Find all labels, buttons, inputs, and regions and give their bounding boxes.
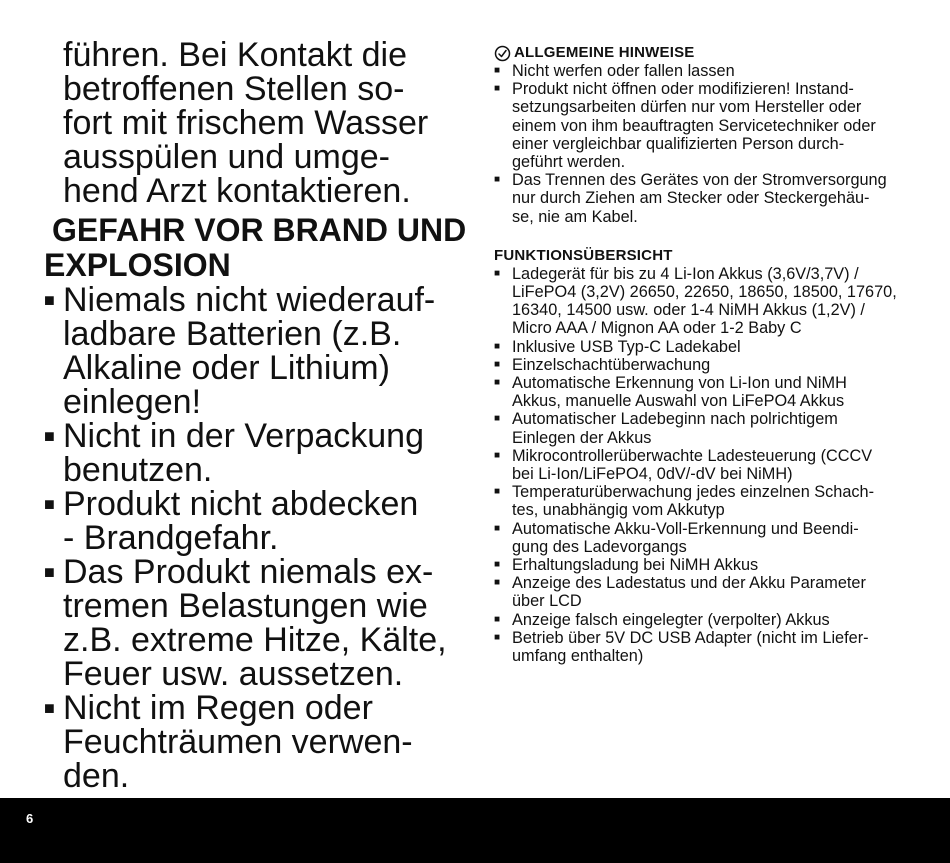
- fire-warning-item-line: Feuchträumen verwen-: [63, 723, 413, 761]
- square-bullet-icon: ■: [44, 562, 55, 582]
- fire-warning-item: [44, 419, 464, 487]
- page-footer: [0, 798, 950, 863]
- square-bullet-icon: ■: [494, 413, 501, 425]
- general-notes-item: [494, 80, 914, 171]
- square-bullet-icon: ■: [494, 358, 501, 370]
- feature-item-line: umfang enthalten): [512, 647, 644, 666]
- feature-item-line: Anzeige falsch eingelegter (verpolter) Akkus: [512, 610, 830, 629]
- general-notes-item-line: setzungsarbeiten dürfen nur vom Hersteller oder: [512, 98, 862, 117]
- feature-item-line: bei Li-Ion/LiFePO4, 0dV/-dV bei NiMH): [512, 465, 793, 484]
- feature-item-line: Erhaltungsladung bei NiMH Akkus: [512, 556, 759, 575]
- feature-item-line: Automatische Erkennung von Li-Ion und NiMH: [512, 374, 847, 393]
- feature-item-line: tes, unabhängig vom Akkutyp: [512, 501, 725, 520]
- page-number: 6: [26, 811, 34, 826]
- square-bullet-icon: ■: [494, 83, 501, 95]
- feature-item-line: Automatische Akku-Voll-Erkennung und Beendi-: [512, 519, 859, 538]
- features-title: FUNKTIONSÜBERSICHT: [494, 246, 673, 264]
- fire-warning-item-line: z.B. extreme Hitze, Kälte,: [63, 621, 447, 659]
- feature-item: [494, 629, 914, 665]
- square-bullet-icon: ■: [494, 522, 501, 534]
- feature-item: [494, 356, 914, 374]
- fire-warning-item-line: den.: [63, 757, 130, 795]
- feature-item: [494, 265, 914, 338]
- square-bullet-icon: ■: [494, 65, 501, 76]
- square-bullet-icon: ■: [494, 340, 501, 352]
- square-bullet-icon: ■: [44, 426, 55, 446]
- fire-warning-title-line: GEFAHR VOR BRAND UND: [52, 212, 467, 248]
- fire-warning-item-line: Feuer usw. aussetzen.: [63, 655, 404, 693]
- feature-item: [494, 483, 914, 519]
- general-notes-item-line: Nicht werfen oder fallen lassen: [512, 62, 735, 80]
- feature-item-line: Betrieb über 5V DC USB Adapter (nicht im Liefer-: [512, 628, 869, 647]
- intro-line: führen. Bei Kontakt die: [63, 36, 408, 74]
- check-circle-icon: [494, 45, 511, 62]
- feature-item-line: Inklusive USB Typ-C Ladekabel: [512, 337, 741, 356]
- general-notes-heading: [494, 44, 914, 62]
- square-bullet-icon: ■: [44, 494, 55, 514]
- fire-warning-item: [44, 555, 464, 691]
- fire-warning-title-line: EXPLOSION: [44, 247, 231, 283]
- general-notes-item: [494, 171, 914, 226]
- feature-item-line: Einzelschachtüberwachung: [512, 355, 711, 374]
- square-bullet-icon: ■: [494, 174, 501, 186]
- general-notes-item-line: se, nie am Kabel.: [512, 207, 638, 226]
- square-bullet-icon: ■: [494, 449, 501, 461]
- general-notes-item-line: einer vergleichbar qualifizierten Person durch-: [512, 134, 845, 153]
- feature-item-line: Akkus, manuelle Auswahl von LiFePO4 Akkus: [512, 392, 845, 411]
- feature-item-line: 16340, 14500 usw. oder 1-4 NiMH Akkus (1,2V) /: [512, 301, 865, 320]
- feature-item: [494, 556, 914, 574]
- feature-item: [494, 520, 914, 556]
- intro-line: hend Arzt kontaktieren.: [63, 172, 411, 210]
- feature-item-line: LiFePO4 (3,2V) 26650, 22650, 18650, 18500, 17670,: [512, 283, 897, 302]
- general-notes-item-line: Produkt nicht öffnen oder modifizieren! Instand-: [512, 80, 854, 99]
- fire-warning-heading: [44, 212, 467, 283]
- general-notes-item-line: nur durch Ziehen am Stecker oder Steckergehäu-: [512, 189, 870, 208]
- fire-warning-item-line: Niemals nicht wiederauf-: [63, 281, 436, 319]
- feature-item-line: Anzeige des Ladestatus und der Akku Parameter: [512, 574, 866, 593]
- fire-warning-item: [44, 283, 464, 419]
- square-bullet-icon: ■: [44, 290, 55, 310]
- fire-warning-item: [44, 487, 464, 555]
- fire-warning-item-line: Nicht im Regen oder: [63, 689, 373, 727]
- feature-item-line: Ladegerät für bis zu 4 Li-Ion Akkus (3,6V/3,7V) /: [512, 264, 859, 283]
- feature-item-line: über LCD: [512, 592, 582, 611]
- feature-item: [494, 574, 914, 610]
- intro-line: ausspülen und umge-: [63, 138, 391, 176]
- feature-item: [494, 338, 914, 356]
- fire-warning-item-line: benutzen.: [63, 451, 213, 489]
- fire-warning-item-line: Alkaline oder Lithium): [63, 349, 390, 387]
- right-column: [494, 44, 914, 665]
- general-notes-item-line: geführt werden.: [512, 153, 626, 172]
- features-list: [494, 265, 914, 665]
- fire-warning-item-line: tremen Belastungen wie: [63, 587, 428, 625]
- square-bullet-icon: ■: [494, 267, 501, 279]
- general-notes-list: [494, 62, 914, 226]
- feature-item-line: gung des Ladevorgangs: [512, 537, 687, 556]
- general-notes-item: [494, 62, 914, 80]
- feature-item-line: Einlegen der Akkus: [512, 428, 652, 447]
- feature-item: [494, 611, 914, 629]
- fire-warning-item-line: Produkt nicht abdecken: [63, 485, 419, 523]
- square-bullet-icon: ■: [494, 486, 501, 498]
- feature-item: [494, 410, 914, 446]
- general-notes-item-line: einem von ihm beauftragten Servicetechniker oder: [512, 116, 876, 135]
- general-notes-title: ALLGEMEINE HINWEISE: [514, 44, 695, 61]
- fire-warning-item-line: Das Produkt niemals ex-: [63, 553, 434, 591]
- fire-warning-item: [44, 691, 464, 793]
- square-bullet-icon: ■: [494, 631, 501, 643]
- left-column: [44, 36, 467, 795]
- general-notes-item-line: Das Trennen des Gerätes von der Stromversorgung: [512, 171, 887, 190]
- feature-item: [494, 447, 914, 483]
- feature-item-line: Micro AAA / Mignon AA oder 1-2 Baby C: [512, 319, 802, 338]
- fire-warning-item-line: Nicht in der Verpackung: [63, 417, 424, 455]
- intro-paragraph: [44, 38, 464, 208]
- fire-warning-list: [44, 283, 464, 793]
- feature-item-line: Temperaturüberwachung jedes einzelnen Schach-: [512, 483, 875, 502]
- fire-warning-item-line: einlegen!: [63, 383, 202, 421]
- square-bullet-icon: ■: [494, 377, 501, 389]
- intro-line: betroffenen Stellen so-: [63, 70, 405, 108]
- feature-item: [494, 374, 914, 410]
- square-bullet-icon: ■: [44, 698, 55, 718]
- feature-item-line: Mikrocontrollerüberwachte Ladesteuerung (CCCV: [512, 446, 873, 465]
- square-bullet-icon: ■: [494, 613, 501, 625]
- feature-item-line: Automatischer Ladebeginn nach polrichtigem: [512, 410, 838, 429]
- fire-warning-item-line: ladbare Batterien (z.B.: [63, 315, 402, 353]
- square-bullet-icon: ■: [494, 559, 501, 571]
- square-bullet-icon: ■: [494, 577, 501, 589]
- intro-line: fort mit frischem Wasser: [63, 104, 429, 142]
- features-heading: [494, 247, 914, 265]
- fire-warning-item-line: - Brandgefahr.: [63, 519, 279, 557]
